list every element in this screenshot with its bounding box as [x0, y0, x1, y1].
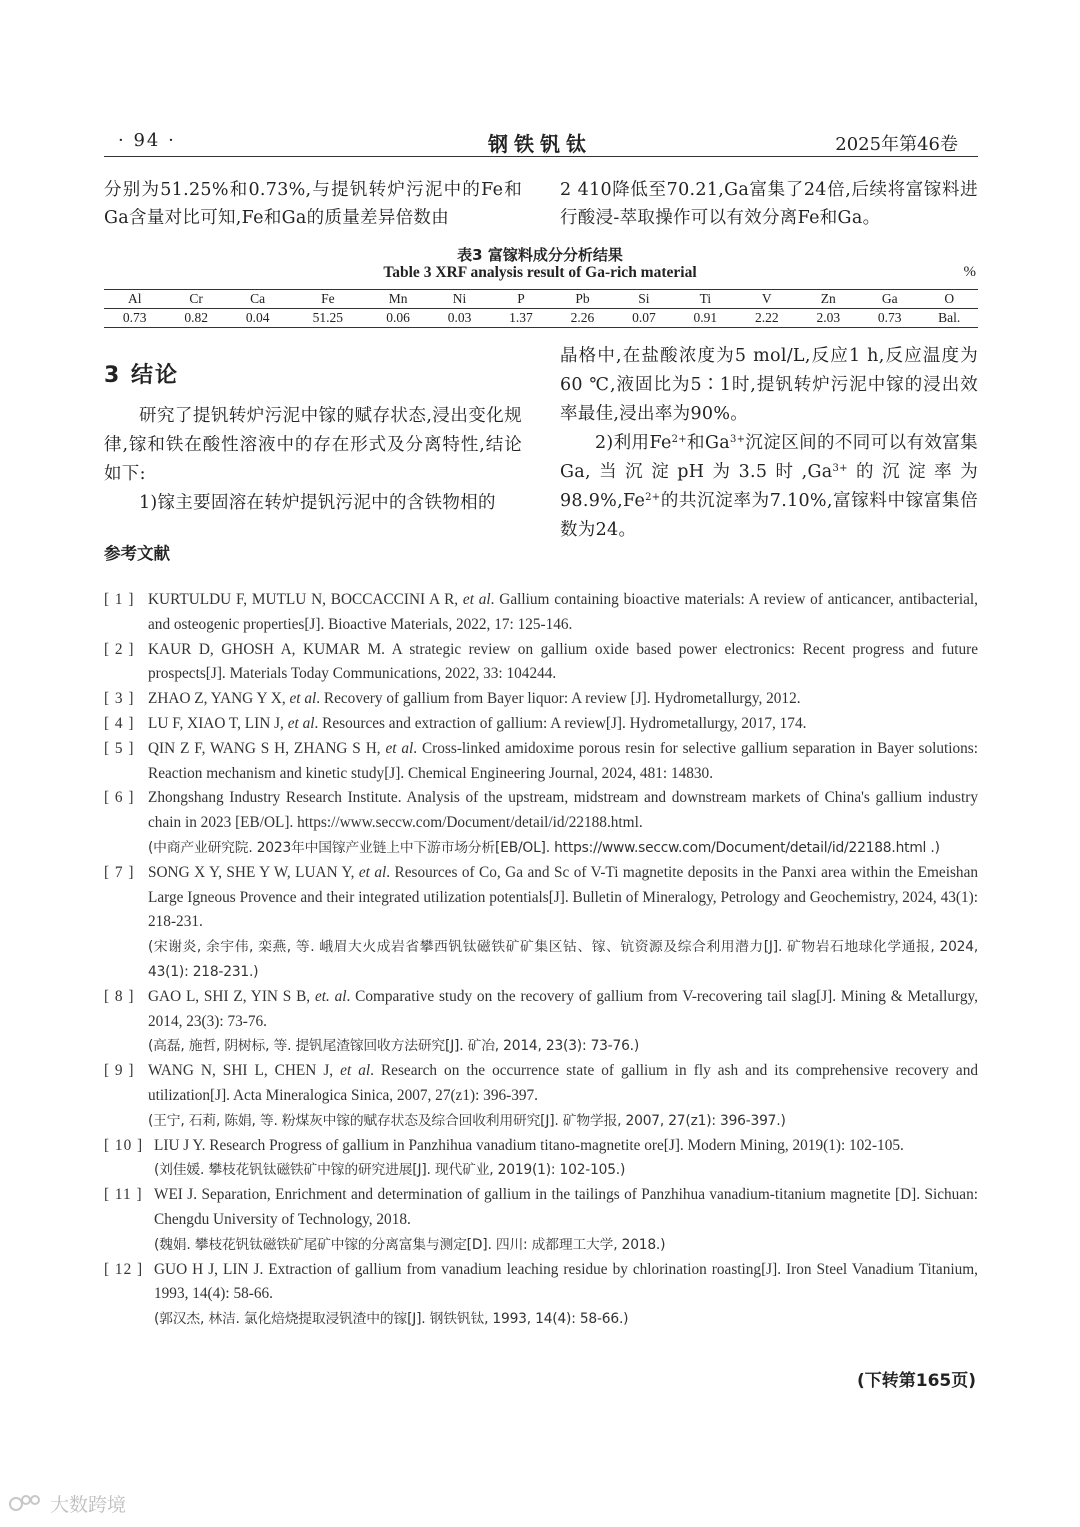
reference-etal: et al — [385, 739, 414, 757]
reference-text: Zhongshang Industry Research Institute. Analysis of the upstream, midstream and downstream markets of China's gallium industry chain in 2023 [EB/OL]. https://www.seccw.com/Document/detail/id/22188.html. — [148, 789, 978, 832]
reference-translation: (郭汉杰, 林洁. 氯化焙烧提取浸钒渣中的镓[J]. 钢铁钒钛, 1993, 14(4): 58-66.) — [154, 1311, 629, 1328]
text-run: 和Ga — [686, 433, 730, 453]
reference-etal: et al — [289, 690, 317, 708]
reference-translation: (魏娟. 攀枝花钒钛磁铁矿尾矿中镓的分离富集与测定[D]. 四川: 成都理工大学, 2018.) — [154, 1236, 666, 1253]
reference-text: SONG X Y, SHE Y W, LUAN Y, — [148, 863, 359, 881]
reference-text: . Resources and extraction of gallium: A review[J]. Hydrometallurgy, 2017, 174. — [314, 714, 807, 732]
reference-etal: et al — [358, 863, 387, 881]
reference-translation: (高磊, 施哲, 阴树标, 等. 提钒尾渣镓回收方法研究[J]. 矿冶, 2014, 23(3): 73-76.) — [148, 1038, 640, 1055]
table-header-cell: O — [920, 290, 978, 309]
reference-text: . Resources of Co, Ga and Sc of V-Ti magnetite deposits in the Panxi area within the Emeishan Large Igneous Provence and their integrated utilization potentials[J]. Bulletin of Mineralogy, Petrology and Geochemistry, 2024, 43(1): 218-231. — [148, 863, 979, 931]
reference-number: [ 11 ] — [104, 1186, 143, 1204]
reference-item — [104, 1134, 978, 1184]
table-cell: 51.25 — [288, 309, 367, 328]
reference-text: ZHAO Z, YANG Y X, — [148, 690, 290, 708]
table-cell: 0.73 — [859, 309, 920, 328]
reference-item — [104, 861, 978, 985]
table-cell: 2.03 — [798, 309, 859, 328]
reference-etal: et al — [287, 714, 315, 732]
table-cell: 2.22 — [736, 309, 797, 328]
watermark — [8, 1490, 126, 1517]
reference-number: [ 10 ] — [104, 1136, 144, 1154]
reference-number: [ 9 ] — [104, 1062, 135, 1080]
reference-etal: et al — [462, 591, 491, 608]
reference-item — [104, 737, 978, 787]
header-rule — [104, 156, 978, 157]
table-header-cell: Zn — [798, 290, 859, 309]
paragraph — [560, 429, 978, 545]
reference-number: [ 7 ] — [104, 863, 135, 881]
reference-text: WEI J. Separation, Enrichment and determination of gallium in the tailings of Panzhihua vanadium-titanium magnetite [D]. Sichuan: Chengdu University of Technology, 2018. — [154, 1186, 978, 1228]
reference-item — [104, 1059, 978, 1133]
reference-item — [104, 985, 978, 1059]
table-cell: 0.73 — [104, 309, 165, 328]
references-title: 参考文献 — [104, 544, 170, 563]
table-header-row — [104, 290, 978, 309]
reference-text: LIU J Y. Research Progress of gallium in Panzhihua vanadium titano-magnetite ore[J]. Modern Mining, 2019(1): 102-105. — [154, 1136, 904, 1154]
text-run: 沉淀区间的不同可以有效富集Ga,当沉淀pH为3.5时,Ga — [560, 433, 978, 482]
table-header-cell: Fe — [288, 290, 367, 309]
xrf-table — [104, 289, 978, 328]
table-header-cell: Si — [613, 290, 674, 309]
reference-text: WANG N, SHI L, CHEN J, — [148, 1062, 341, 1080]
reference-item — [104, 1183, 978, 1257]
table-caption-en: Table 3 XRF analysis result of Ga-rich material — [383, 264, 697, 281]
table-header-cell: V — [736, 290, 797, 309]
text-column-left — [104, 402, 522, 518]
reference-etal: et. al — [314, 987, 347, 1005]
paragraph: 分别为51.25%和0.73%,与提钒转炉污泥中的Fe和Ga含量对比可知,Fe和Ga的质量差异倍数由 — [104, 180, 522, 228]
table-header-cell: Ca — [227, 290, 288, 309]
reference-number: [ 8 ] — [104, 987, 135, 1005]
superscript: 2+ — [645, 492, 661, 503]
reference-text: QIN Z F, WANG S H, ZHANG S H, — [148, 739, 386, 757]
page-number: · 94 · — [118, 130, 176, 151]
reference-number: [ 5 ] — [104, 739, 135, 757]
paragraph: 2 410降低至70.21,Ga富集了24倍,后续将富镓料进行酸浸-萃取操作可以有效分离Fe和Ga。 — [560, 180, 978, 228]
reference-translation: (王宁, 石莉, 陈娟, 等. 粉煤灰中镓的赋存状态及综合回收利用研究[J]. 矿物学报, 2007, 27(z1): 396-397.) — [148, 1112, 786, 1129]
continuation-note: (下转第165页) — [856, 1371, 976, 1391]
superscript: 3+ — [832, 463, 848, 474]
reference-item — [104, 588, 978, 638]
table-cell: 0.91 — [675, 309, 736, 328]
watermark-text: 大数跨境 — [50, 1494, 127, 1516]
reference-item — [104, 1258, 978, 1332]
table-header-cell: Ga — [859, 290, 920, 309]
reference-item — [104, 638, 978, 688]
reference-text: GUO H J, LIN J. Extraction of gallium from vanadium leaching residue by chlorination roasting[J]. Iron Steel Vanadium Titanium, 1993, 14(4): 58-66. — [154, 1260, 978, 1303]
text-column-right-top — [560, 176, 978, 232]
journal-volume: 2025年第46卷 — [835, 134, 958, 155]
reference-number: [ 2 ] — [104, 640, 135, 658]
table-cell: 0.06 — [367, 309, 428, 328]
text-run: 的沉淀率为98.9%,Fe — [560, 462, 979, 511]
table-row — [104, 309, 978, 328]
table-header-cell: Ti — [675, 290, 736, 309]
table-header-cell: Ni — [429, 290, 490, 309]
text-run: 2)利用Fe — [595, 433, 672, 453]
reference-list — [104, 588, 978, 1332]
superscript: 2+ — [671, 434, 687, 445]
reference-translation: (宋谢炎, 余宇伟, 栾燕, 等. 峨眉大火成岩省攀西钒钛磁铁矿矿集区钴、镓、钪资源及综合利用潜力[J]. 矿物岩石地球化学通报, 2024, 43(1): 218-231.) — [148, 939, 978, 980]
table-header-cell: Cr — [165, 290, 226, 309]
journal-title: 钢铁钒钛 — [488, 132, 592, 156]
table-cell: Bal. — [920, 309, 978, 328]
reference-translation: (中商产业研究院. 2023年中国镓产业链上中下游市场分析[EB/OL]. https://www.seccw.com/Document/detail/id/22188.html .) — [148, 839, 940, 856]
reference-text: . Comparative study on the recovery of gallium from V-recovering tail slag[J]. Mining & Metallurgy, 2014, 23(3): 73-76. — [148, 987, 978, 1030]
table-cell: 1.37 — [490, 309, 551, 328]
paragraph: 1)镓主要固溶在转炉提钒污泥中的含铁物相的 — [139, 493, 496, 513]
table-caption-cn: 表3 富镓料成分分析结果 — [457, 246, 623, 264]
table-cell: 0.03 — [429, 309, 490, 328]
reference-text: . Cross-linked amidoxime porous resin for selective gallium separation in Bayer solutions: Reaction mechanism and kinetic study[J]. Chemical Engineering Journal, 2024, 481: 14830. — [148, 739, 979, 782]
reference-text: LU F, XIAO T, LIN J, — [148, 714, 288, 732]
reference-item — [104, 687, 978, 712]
section-title: 3 结论 — [104, 363, 179, 388]
text-column-right — [560, 342, 978, 545]
paragraph: 研究了提钒转炉污泥中镓的赋存状态,浸出变化规律,镓和铁在酸性溶液中的存在形式及分离特性,结论如下: — [104, 406, 522, 484]
text-run: 的共沉淀率为7.10%,富镓料中镓富集倍数为24。 — [560, 491, 978, 540]
table-header-cell: P — [490, 290, 551, 309]
reference-text: KURTULDU F, MUTLU N, BOCCACCINI A R, — [148, 591, 463, 608]
reference-text: . Recovery of gallium from Bayer liquor: A review [J]. Hydrometallurgy, 2012. — [316, 690, 801, 708]
reference-number: [ 6 ] — [104, 789, 135, 807]
table-header-cell: Al — [104, 290, 165, 309]
reference-translation: (刘佳媛. 攀枝花钒钛磁铁矿中镓的研究进展[J]. 现代矿业, 2019(1): 102-105.) — [154, 1162, 626, 1179]
table-cell: 0.07 — [613, 309, 674, 328]
reference-item — [104, 786, 978, 860]
table-cell: 2.26 — [552, 309, 613, 328]
reference-text: . Gallium containing bioactive materials: A review of anticancer, antibacterial, and osteogenic properties[J]. Bioactive Materials, 2022, 17: 125-146. — [148, 591, 978, 633]
reference-text: GAO L, SHI Z, YIN S B, — [148, 987, 315, 1005]
reference-text: . Research on the occurrence state of gallium in fly ash and its comprehensive recovery and utilization[J]. Acta Mineralogica Sinica, 2007, 27(z1): 396-397. — [148, 1062, 978, 1104]
reference-number: [ 1 ] — [104, 591, 135, 608]
reference-number: [ 4 ] — [104, 714, 135, 732]
table-header-cell: Pb — [552, 290, 613, 309]
reference-text: KAUR D, GHOSH A, KUMAR M. A strategic review on gallium oxide based power electronics: Recent progress and future prospects[J]. Materials Today Communications, 2022, 33: 104244. — [148, 640, 978, 683]
table-header-cell: Mn — [367, 290, 428, 309]
reference-number: [ 3 ] — [104, 690, 135, 708]
reference-number: [ 12 ] — [104, 1260, 144, 1278]
table-unit: % — [963, 264, 976, 280]
text-column-left-top — [104, 176, 522, 232]
superscript: 3+ — [729, 434, 746, 445]
table-cell: 0.04 — [227, 309, 288, 328]
table-cell: 0.82 — [165, 309, 226, 328]
reference-etal: et al — [340, 1062, 371, 1080]
paragraph: 晶格中,在盐酸浓度为5 mol/L,反应1 h,反应温度为60 ℃,液固比为5∶1时,提钒转炉污泥中镓的浸出效率最佳,浸出率为90%。 — [560, 346, 978, 424]
watermark-logo-icon — [8, 1492, 46, 1516]
reference-item — [104, 712, 978, 737]
